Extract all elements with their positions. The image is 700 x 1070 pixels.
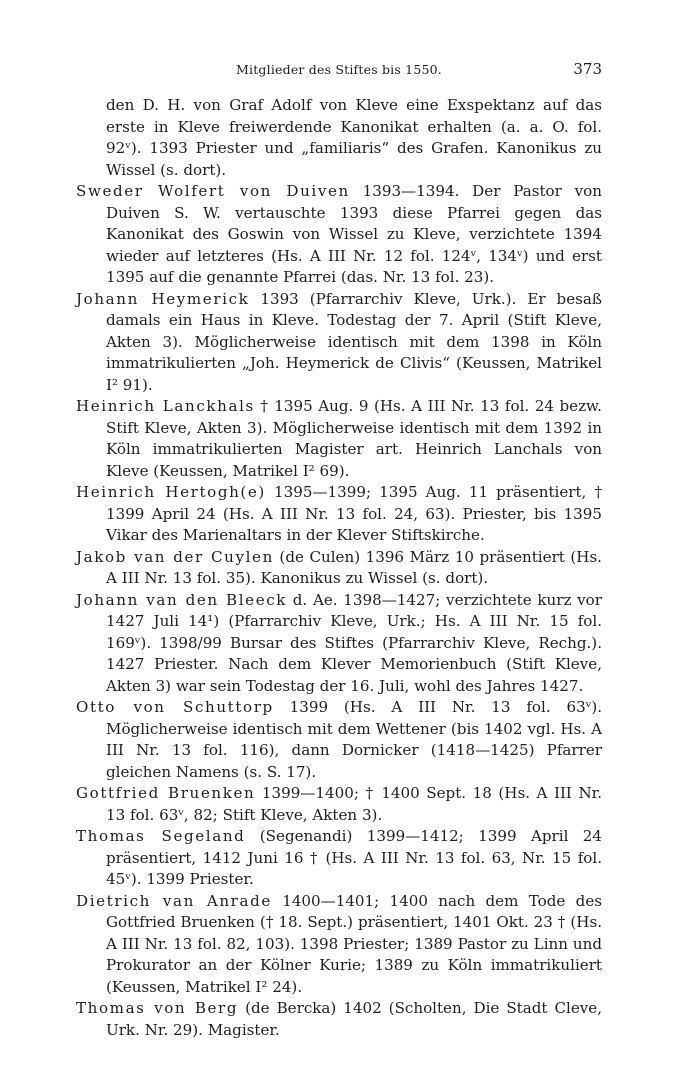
entry-text: † 1395 Aug. 9 (Hs. A III Nr. 13 fol. 24 bezw. Stift Kleve, Akten 3). Möglicherweise identisch mit dem 1392 in Köln immatrikulierten Magister art. Heinrich Lanchals von Kleve (Keussen, Matrikel I² 69).	[106, 397, 602, 480]
entry-otto-von-schuttorp	[76, 697, 602, 783]
entry-name: Dietrich van Anrade	[76, 891, 272, 910]
running-title: Mitglieder des Stiftes bis 1550.	[236, 62, 442, 77]
entry-name: Heinrich Lanckhals	[76, 397, 255, 415]
entry-text: (de Bercka) 1402 (Scholten, Die Stadt Cleve, Urk. Nr. 29). Magister.	[106, 999, 603, 1039]
entry-thomas-segeland	[76, 826, 602, 891]
entry-continuation	[76, 95, 602, 181]
entry-name: Otto von Schuttorp	[76, 698, 274, 716]
entry-text: den D. H. von Graf Adolf von Kleve eine Exspektanz auf das erste in Kleve freiwerdende Kanonikat erhalten (a. a. O. fol. 92ᵛ). 1393 Priester und „familiaris“ des Grafen. Kanonikus zu Wissel (s. dort).	[106, 96, 602, 179]
entry-text: 1393 (Pfarrarchiv Kleve, Urk.). Er besaß damals ein Haus in Kleve. Todestag der 7. April (Stift Kleve, Akten 3). Möglicherweise identisch mit dem 1398 in Köln immatrikulierten „Joh. Heymerick de Clivis“ (Keussen, Matrikel I² 91).	[106, 289, 602, 394]
entry-text: (de Culen) 1396 März 10 präsentiert (Hs. A III Nr. 13 fol. 35). Kanonikus zu Wissel (s. dort).	[106, 547, 602, 587]
entry-jakob-van-der-cuylen	[76, 547, 602, 590]
entry-text: 1399—1400; † 1400 Sept. 18 (Hs. A III Nr. 13 fol. 63ᵛ, 82; Stift Kleve, Akten 3).	[106, 784, 603, 824]
entry-johann-van-den-bleeck	[76, 590, 602, 698]
entry-text: (Segenandi) 1399—1412; 1399 April 24 präsentiert, 1412 Juni 16 † (Hs. A III Nr. 13 fol. 63, Nr. 15 fol. 45ᵛ). 1399 Priester.	[106, 827, 602, 888]
entry-heinrich-hertoghe	[76, 482, 602, 547]
page-number: 373	[573, 60, 602, 78]
entry-name: Johann Heymerick	[76, 289, 250, 308]
page-header	[76, 60, 602, 82]
entry-name: Heinrich Hertogh(e)	[76, 483, 266, 501]
entry-sweder-wolfert	[76, 181, 602, 289]
entry-gottfried-bruenken	[76, 783, 602, 826]
entry-dietrich-van-anrade	[76, 891, 602, 999]
entry-johann-heymerick	[76, 289, 602, 397]
entry-text: d. Ae. 1398—1427; verzichtete kurz vor 1427 Juli 14¹) (Pfarrarchiv Kleve, Urk.; Hs. A III Nr. 15 fol. 169ᵛ). 1398/99 Bursar des Stiftes (Pfarrarchiv Kleve, Rechg.). 1427 Priester. Nach dem Klever Memorienbuch (Stift Kleve, Akten 3) war sein Todestag der 16. Juli, wohl des Jahres 1427.	[106, 590, 602, 695]
entry-name: Sweder Wolfert von Duiven	[76, 182, 350, 200]
entry-text: 1400—1401; 1400 nach dem Tode des Gottfried Bruenken († 18. Sept.) präsentiert, 1401 Okt. 23 † (Hs. A III Nr. 13 fol. 82, 103). 1398 Priester; 1389 Pastor zu Linn und Prokurator an der Kölner Kurie; 1389 zu Köln immatrikuliert (Keussen, Matrikel I² 24).	[106, 891, 602, 996]
entry-name: Thomas von Berg	[76, 999, 239, 1017]
entry-heinrich-lanckhals	[76, 396, 602, 482]
entry-thomas-von-berg	[76, 998, 602, 1041]
entry-name: Thomas Segeland	[76, 827, 246, 845]
entry-text: 1395—1399; 1395 Aug. 11 präsentiert, † 1399 April 24 (Hs. A III Nr. 13 fol. 24, 63). Priester, bis 1395 Vikar des Marienaltars in der Klever Stiftskirche.	[106, 483, 603, 544]
entry-text: 1399 (Hs. A III Nr. 13 fol. 63ᵛ). Möglicherweise identisch mit dem Wettener (bis 1402 vgl. Hs. A III Nr. 13 fol. 116), dann Dornicker (1418—1425) Pfarrer gleichen Namens (s. S. 17).	[106, 698, 603, 781]
entry-name: Johann van den Bleeck	[76, 590, 288, 609]
body-text	[76, 95, 602, 1041]
entry-text: 1393—1394. Der Pastor von Duiven S. W. vertauschte 1393 diese Pfarrei gegen das Kanonikat des Goswin von Wissel zu Kleve, verzichtete 1394 wieder auf letzteres (Hs. A III Nr. 12 fol. 124ᵛ, 134ᵛ) und erst 1395 auf die genannte Pfarrei (das. Nr. 13 fol. 23).	[106, 182, 602, 286]
entry-name: Jakob van der Cuylen	[76, 547, 274, 566]
entry-name: Gottfried Bruenken	[76, 784, 256, 802]
